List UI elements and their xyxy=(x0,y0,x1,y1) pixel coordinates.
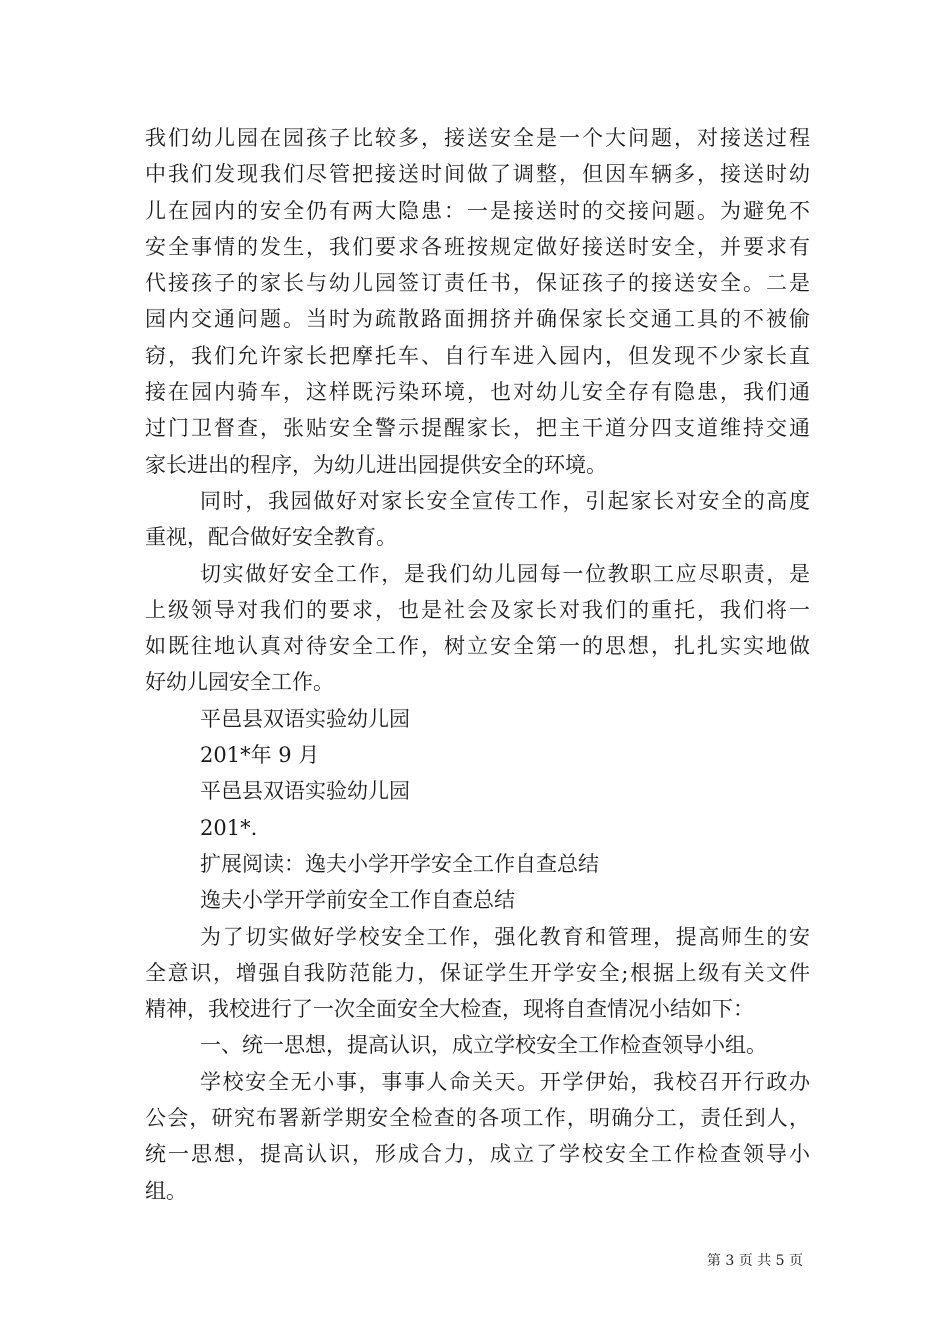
text-line: 代接孩子的家长与幼儿园签订责任书，保证孩子的接送安全。二是 xyxy=(145,271,810,296)
text-line: 同时，我园做好对家长安全宣传工作，引起家长对安全的高度 xyxy=(200,488,810,513)
page-number: 第 3 页 共 5 页 xyxy=(706,1253,803,1269)
text-line: 统一思想，提高认识，形成合力，成立了学校安全工作检查领导小 xyxy=(145,1142,810,1167)
text-line: 接在园内骑车，这样既污染环境，也对幼儿安全存有隐患，我们通 xyxy=(145,380,810,405)
text-line: 好幼儿园安全工作。 xyxy=(145,670,334,695)
text-line: 201*年 9 月 xyxy=(200,743,320,768)
text-line: 平邑县双语实验幼儿园 xyxy=(200,706,410,731)
text-line: 窃，我们允许家长把摩托车、自行车进入园内，但发现不少家长直 xyxy=(145,343,810,368)
text-line: 安全事情的发生，我们要求各班按规定做好接送时安全，并要求有 xyxy=(145,234,810,259)
text-line: 平邑县双语实验幼儿园 xyxy=(200,779,410,804)
text-line: 为了切实做好学校安全工作，强化教育和管理，提高师生的安 xyxy=(200,924,810,949)
document-body xyxy=(145,120,810,1209)
text-line: 精神，我校进行了一次全面安全大检查，现将自查情况小结如下： xyxy=(145,997,754,1022)
text-line: 园内交通问题。当时为疏散路面拥挤并确保家长交通工具的不被偷 xyxy=(145,307,810,332)
text-line: 中我们发现我们尽管把接送时间做了调整，但因车辆多，接送时幼 xyxy=(145,162,810,187)
text-line: 儿在园内的安全仍有两大隐患：一是接送时的交接问题。为避免不 xyxy=(145,198,810,223)
text-line: 公会，研究布署新学期安全检查的各项工作，明确分工，责任到人， xyxy=(145,1106,810,1131)
text-line: 上级领导对我们的要求，也是社会及家长对我们的重托，我们将一 xyxy=(145,597,810,622)
text-line: 逸夫小学开学前安全工作自查总结 xyxy=(200,888,515,913)
text-line: 学校安全无小事，事事人命关天。开学伊始，我校召开行政办 xyxy=(200,1069,810,1094)
text-line: 如既往地认真对待安全工作，树立安全第一的思想，扎扎实实地做 xyxy=(145,634,810,659)
text-line: 一、统一思想，提高认识，成立学校安全工作检查领导小组。 xyxy=(200,1033,767,1058)
text-line: 重视，配合做好安全教育。 xyxy=(145,525,397,550)
text-line: 家长进出的程序，为幼儿进出园提供安全的环境。 xyxy=(145,452,607,477)
text-line: 全意识，增强自我防范能力，保证学生开学安全;根据上级有关文件 xyxy=(145,960,810,985)
text-line: 切实做好安全工作，是我们幼儿园每一位教职工应尽职责，是 xyxy=(200,561,810,586)
text-line: 201*. xyxy=(200,815,258,840)
text-line: 过门卫督查，张贴安全警示提醒家长，把主干道分四支道维持交通 xyxy=(145,416,810,441)
text-line: 扩展阅读：逸夫小学开学安全工作自查总结 xyxy=(200,851,599,876)
text-line: 组。 xyxy=(145,1178,187,1203)
text-line: 我们幼儿园在园孩子比较多，接送安全是一个大问题，对接送过程 xyxy=(145,126,810,150)
